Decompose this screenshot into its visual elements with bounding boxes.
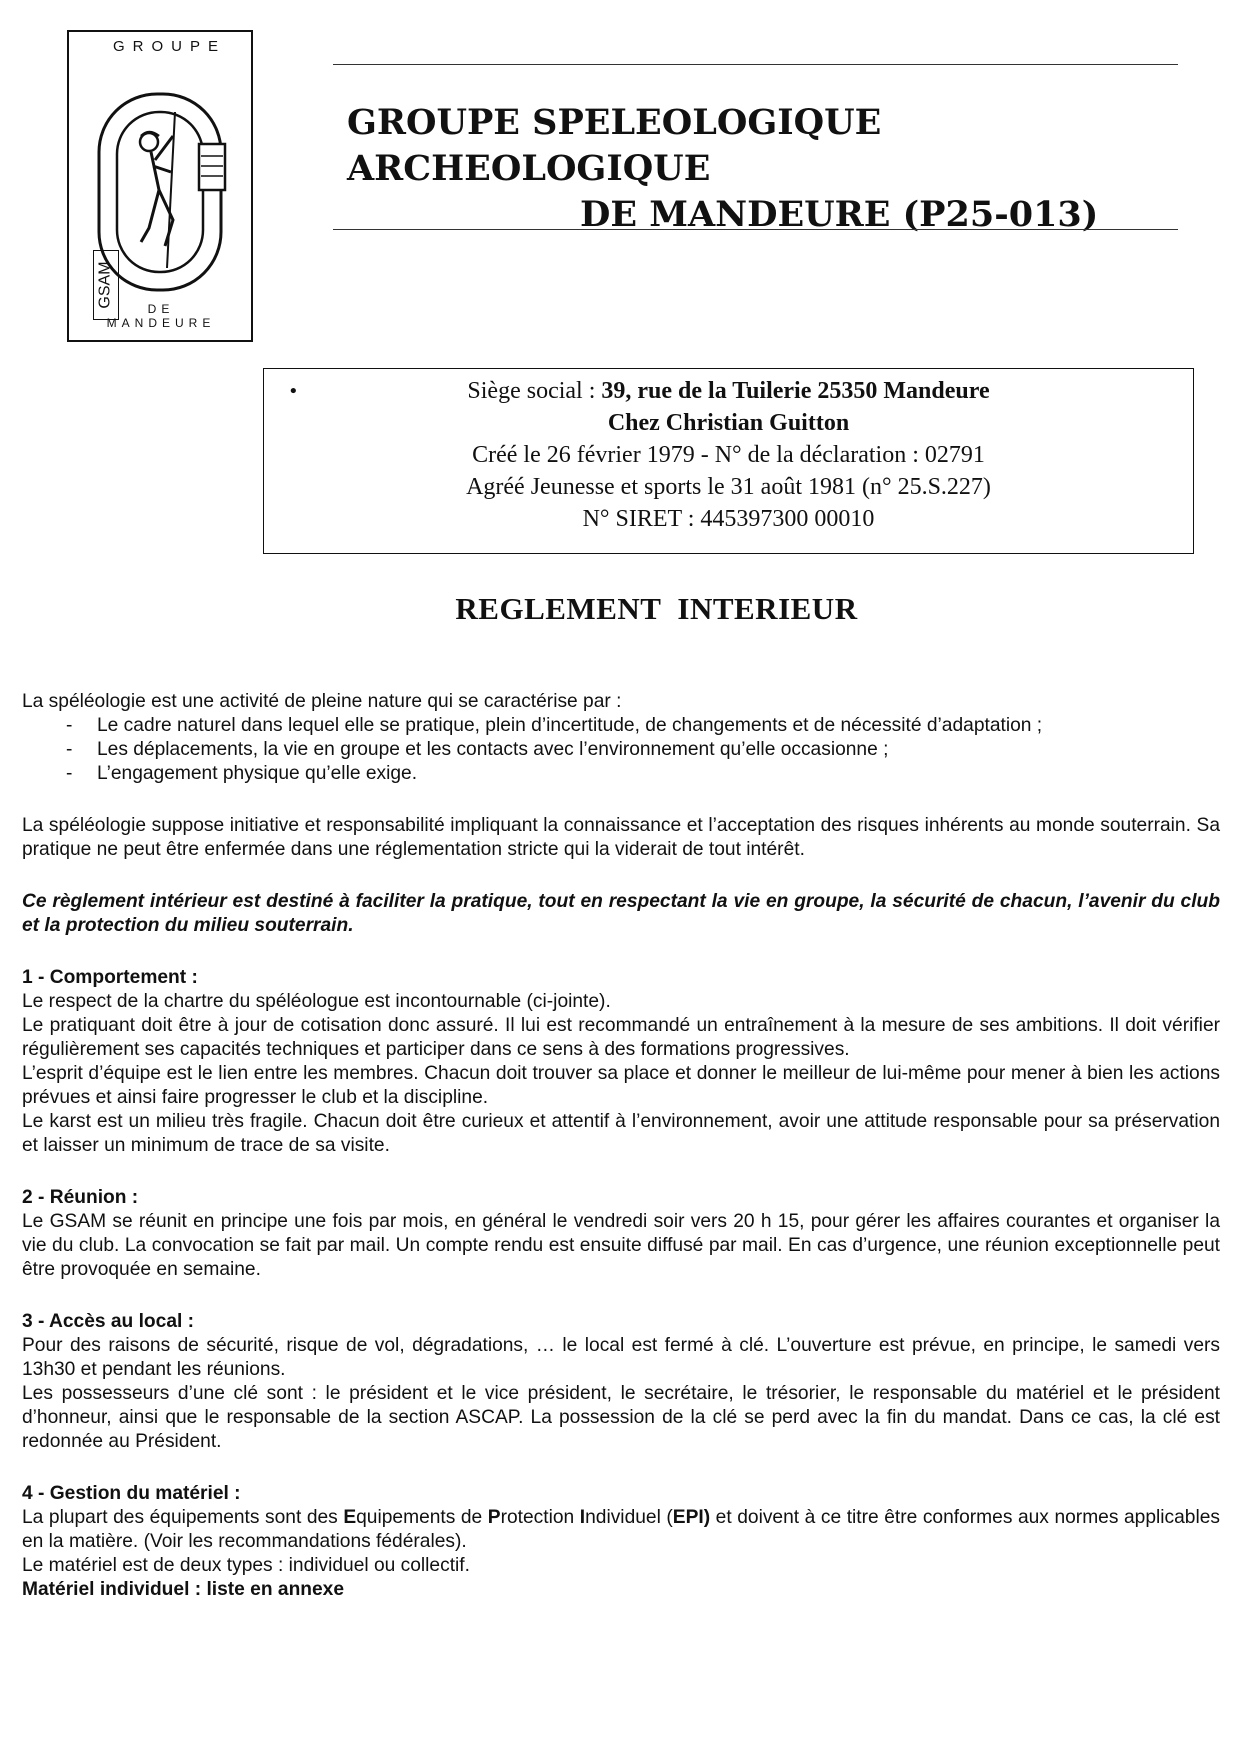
- contact-line: Chez Christian Guitton: [607, 410, 850, 436]
- section-paragraph: Le respect de la chartre du spéléologue est incontournable (ci-jointe).: [22, 991, 611, 1012]
- section-paragraph: Le matériel est de deux types : individuel ou collectif.: [22, 1555, 470, 1576]
- club-logo: [67, 30, 253, 342]
- document-body: [22, 690, 1220, 1602]
- approval-line: Agréé Jeunesse et sports le 31 août 1981 (n° 25.S.227): [466, 474, 991, 500]
- intro-paragraph: La spéléologie suppose initiative et responsabilité impliquant la connaissance et l’acceptation des risques inhérents au monde souterrain. Sa pratique ne peut être enfermée dans une réglementation stricte qui la viderait de tout intérêt.: [22, 815, 1220, 860]
- section-paragraph: Les possesseurs d’une clé sont : le président et le vice président, le secrétaire, le trésorier, le responsable du matériel et le président d’honneur, ainsi que le responsable de la section ASCAP. La possession de la clé se perd avec la fin du mandat. Dans ce cas, la clé est redonnée au Président.: [22, 1383, 1220, 1452]
- section-heading: 1 - Comportement :: [22, 967, 198, 988]
- section-paragraph: Pour des raisons de sécurité, risque de vol, dégradations, … le local est fermé à clé. L’ouverture est prévue, en principe, le samedi vers 13h30 et pendant les réunions.: [22, 1335, 1220, 1380]
- gsam-label: GSAM: [93, 250, 119, 320]
- bullet-dot: •: [288, 381, 299, 402]
- list-item: - Les déplacements, la vie en groupe et les contacts avec l’environnement qu’elle occasionne ;: [66, 739, 889, 760]
- ring-text-top: GROUPE: [113, 38, 227, 55]
- section-paragraph: Le karst est un milieu très fragile. Chacun doit être curieux et attentif à l’environnement, avoir une attitude responsable pour sa préservation et laisser un minimum de trace de sa visite.: [22, 1111, 1220, 1156]
- intro-paragraph: La spéléologie est une activité de pleine nature qui se caractérise par :: [22, 691, 622, 712]
- list-item: - L’engagement physique qu’elle exige.: [66, 763, 418, 784]
- header-rule-top: [333, 64, 1178, 65]
- section-paragraph: La plupart des équipements sont des Equipements de Protection Individuel (EPI) et doivent à ce titre être conformes aux normes applicables en la matière. (Voir les recommandations fédérales).: [22, 1507, 1220, 1552]
- siege-social-line: Siège social : 39, rue de la Tuilerie 25350 Mandeure: [467, 378, 990, 404]
- document-title: REGLEMENT INTERIEUR: [455, 591, 858, 626]
- section-heading: 3 - Accès au local :: [22, 1311, 195, 1332]
- section-heading: 2 - Réunion :: [22, 1187, 139, 1208]
- annex-reference: Matériel individuel : liste en annexe: [22, 1579, 345, 1600]
- registration-info-box: [263, 368, 1194, 554]
- header-rule-bottom: [333, 229, 1178, 230]
- section-paragraph: Le pratiquant doit être à jour de cotisation donc assuré. Il lui est recommandé un entraînement à la mesure de ses ambitions. Il doit vérifier régulièrement ses capacités techniques et participer dans ce sens à des formations progressives.: [22, 1015, 1220, 1060]
- siret-line: N° SIRET : 445397300 00010: [582, 506, 875, 532]
- club-name-line2: DE MANDEURE (P25-013): [580, 194, 1099, 235]
- ring-text-bottom: DE MANDEURE: [106, 302, 216, 330]
- list-item: - Le cadre naturel dans lequel elle se pratique, plein d’incertitude, de changements et de nécessité d’adaptation ;: [66, 715, 1043, 736]
- purpose-statement: Ce règlement intérieur est destiné à faciliter la pratique, tout en respectant la vie en groupe, la sécurité de chacun, l’avenir du club et la protection du milieu souterrain.: [22, 891, 1220, 936]
- section-paragraph: L’esprit d’équipe est le lien entre les membres. Chacun doit trouver sa place et donner le meilleur de lui-même pour mener à bien les actions prévues et ainsi faire progresser le club et la discipline.: [22, 1063, 1220, 1108]
- club-name-heading: [333, 100, 1178, 238]
- section-heading: 4 - Gestion du matériel :: [22, 1483, 241, 1504]
- section-paragraph: Le GSAM se réunit en principe une fois par mois, en général le vendredi soir vers 20 h 15, pour gérer les affaires courantes et organiser la vie du club. La convocation se fait par mail. Un compte rendu est ensuite diffusé par mail. En cas d’urgence, une réunion exceptionnelle peut être provoquée en semaine.: [22, 1211, 1220, 1280]
- creation-line: Créé le 26 février 1979 - N° de la déclaration : 02791: [472, 442, 985, 468]
- club-name-line1: GROUPE SPELEOLOGIQUE ARCHEOLOGIQUE: [347, 102, 882, 189]
